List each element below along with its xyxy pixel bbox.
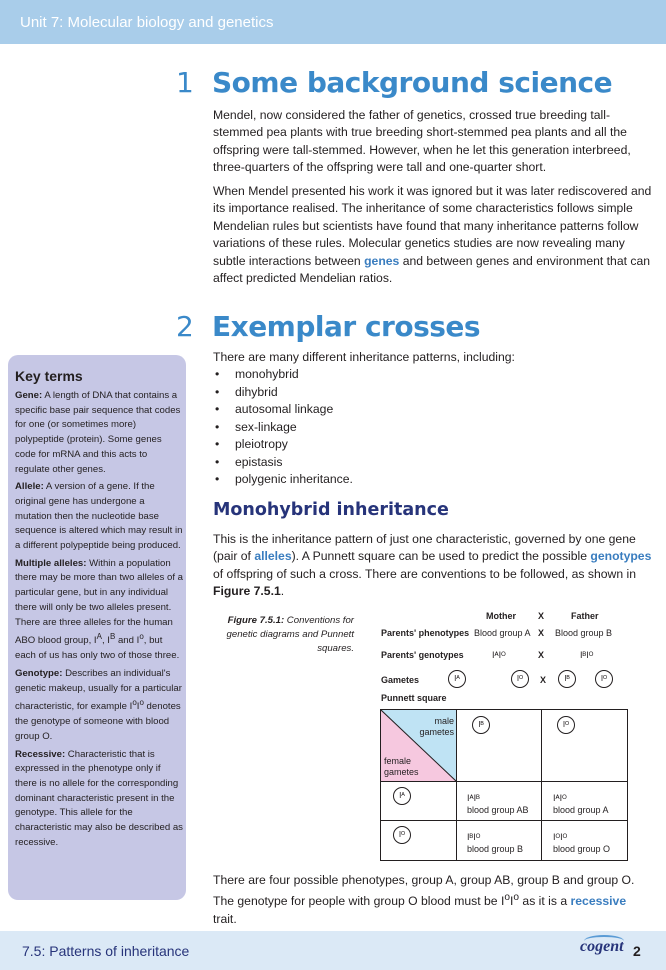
- unit-title: Unit 7: Molecular biology and genetics: [20, 14, 274, 31]
- mother-phenotype: Blood group A: [474, 628, 531, 638]
- key-term-allele: Allele: A version of a gene. If the original gene has undergone a mutation then the nucleotide base sequence is altered which may result in a different polypeptide being produced.: [15, 481, 183, 552]
- list-item: • dihybrid: [213, 384, 353, 402]
- page-footer: [0, 931, 666, 970]
- footer-section-title: 7.5: Patterns of inheritance: [22, 943, 190, 959]
- key-terms-body: [15, 389, 183, 853]
- list-item: • autosomal linkage: [213, 401, 353, 419]
- cross-symbol: X: [538, 611, 545, 621]
- section-2-intro: There are many different inheritance patterns, including:: [213, 350, 515, 364]
- section-1-paragraph-1: Mendel, now considered the father of genetics, crossed true breeding tall-stemmed pea plants with true breeding short-stemmed pea plants and all the offspring were tall-stemmed. However, when he let this generation interbreed, three-quarters of the offspring were tall and one-quarter short.: [213, 108, 631, 175]
- keyword-genes[interactable]: genes: [364, 253, 400, 268]
- father-phenotype: Blood group B: [555, 628, 613, 638]
- list-item: • epistasis: [213, 454, 353, 472]
- cross-symbol: X: [540, 675, 547, 685]
- inheritance-pattern-list: [213, 366, 353, 489]
- key-term-gene: Gene: A length of DNA that contains a specific base pair sequence that codes for one (or sometimes more) polypeptide (protein). Some genes code for mRNA and this acts to regulate other genes.: [15, 390, 181, 475]
- gamete-circle: Iᴬ: [448, 670, 466, 688]
- cogent-logo: cogent: [580, 938, 624, 955]
- gametes-label: Gametes: [381, 675, 420, 685]
- gamete-circle: Iᴮ: [472, 716, 490, 734]
- punnett-cell: IᴬIᴼ blood group A: [553, 793, 609, 815]
- keyword-recessive[interactable]: recessive: [570, 894, 627, 909]
- phenotypes-label: Parents' phenotypes: [381, 628, 470, 638]
- key-terms-title: Key terms: [15, 368, 83, 384]
- gamete-circle: Iᴼ: [595, 670, 613, 688]
- monohybrid-paragraph: This is the inheritance pattern of just one characteristic, governed by one gene (pair of alleles). A Punnett square can be used to predict the possible genotypes of offspring of such a cross. There are conventions to be followed, as shown in Figure 7.5.1.: [213, 532, 652, 599]
- mother-genotype: IᴬIᴼ: [492, 650, 506, 660]
- father-genotype: IᴮIᴼ: [580, 650, 594, 660]
- closing-paragraph: There are four possible phenotypes, group A, group AB, group B and group O. The genotype for people with group O blood must be $I^oI^o$ as it is a recessive trait.: [213, 873, 635, 926]
- key-term-multiple-alleles: Multiple alleles: Within a population there may be more than two alleles of a particular gene, but in any individual there will only be two alleles present. There are three alleles for the human ABO blood group, $I^A$, $I^B$ and $I^o$, but each of us has only two of those three.: [15, 557, 183, 662]
- keyword-alleles[interactable]: alleles: [254, 549, 292, 564]
- list-item: • pleiotropy: [213, 436, 353, 454]
- list-item: • monohybrid: [213, 366, 353, 384]
- gamete-circle: Iᴮ: [558, 670, 576, 688]
- key-term-genotype: Genotype: Describes an individual's genetic makeup, usually for a particular characteristic, for example $I^oI^o$ denotes the genotype of someone with blood group O.: [15, 667, 182, 742]
- key-term-recessive: Recessive: Characteristic that is expressed in the phenotype only if there is no allele for the corresponding dominant characteristic present in the genotype. This allele for the characteristic may also be described as recessive.: [15, 748, 183, 848]
- mother-heading: Mother: [486, 611, 516, 621]
- list-item: • sex-linkage: [213, 419, 353, 437]
- figure-caption: Figure 7.5.1: Conventions for genetic diagrams and Punnett squares.: [226, 615, 354, 654]
- section-2-title: Exemplar crosses: [212, 310, 481, 343]
- keyword-genotypes[interactable]: genotypes: [590, 549, 652, 564]
- gamete-circle: Iᴼ: [511, 670, 529, 688]
- gamete-circle: Iᴼ: [393, 826, 411, 844]
- punnett-cell: IᴬIᴮ blood group AB: [467, 793, 529, 815]
- list-item: • polygenic inheritance.: [213, 471, 353, 489]
- section-1-number: 1: [176, 66, 194, 99]
- page-header: [0, 0, 666, 44]
- monohybrid-heading: Monohybrid inheritance: [213, 500, 449, 520]
- gamete-circle: Iᴼ: [557, 716, 575, 734]
- gamete-circle: Iᴬ: [393, 787, 411, 805]
- cross-symbol: X: [538, 650, 545, 660]
- punnett-cell: IᴮIᴼ blood group B: [467, 832, 524, 854]
- figure-reference: Figure 7.5.1: [213, 584, 281, 599]
- punnett-square-label: Punnett square: [381, 693, 447, 703]
- father-heading: Father: [571, 611, 599, 621]
- punnett-cell: IᴼIᴼ blood group O: [553, 832, 611, 854]
- male-gametes-label: male gametes: [419, 716, 454, 737]
- section-2-number: 2: [176, 310, 194, 343]
- female-gametes-label: female gametes: [384, 756, 419, 777]
- cross-symbol: X: [538, 628, 545, 638]
- section-1-paragraph-2: When Mendel presented his work it was ignored but it was later rediscovered and its importance realised. The inheritance of some characteristics follows simple Mendelian rules but scientists have found that many inheritance patterns follow variations of these rules. Molecular genetics studies are now revealing many subtle interactions between genes and between genes and environment that can affect predicted Mendelian ratios.: [213, 184, 652, 286]
- page-number: 2: [633, 943, 641, 959]
- section-1-title: Some background science: [212, 66, 613, 99]
- genotypes-label: Parents' genotypes: [381, 650, 464, 660]
